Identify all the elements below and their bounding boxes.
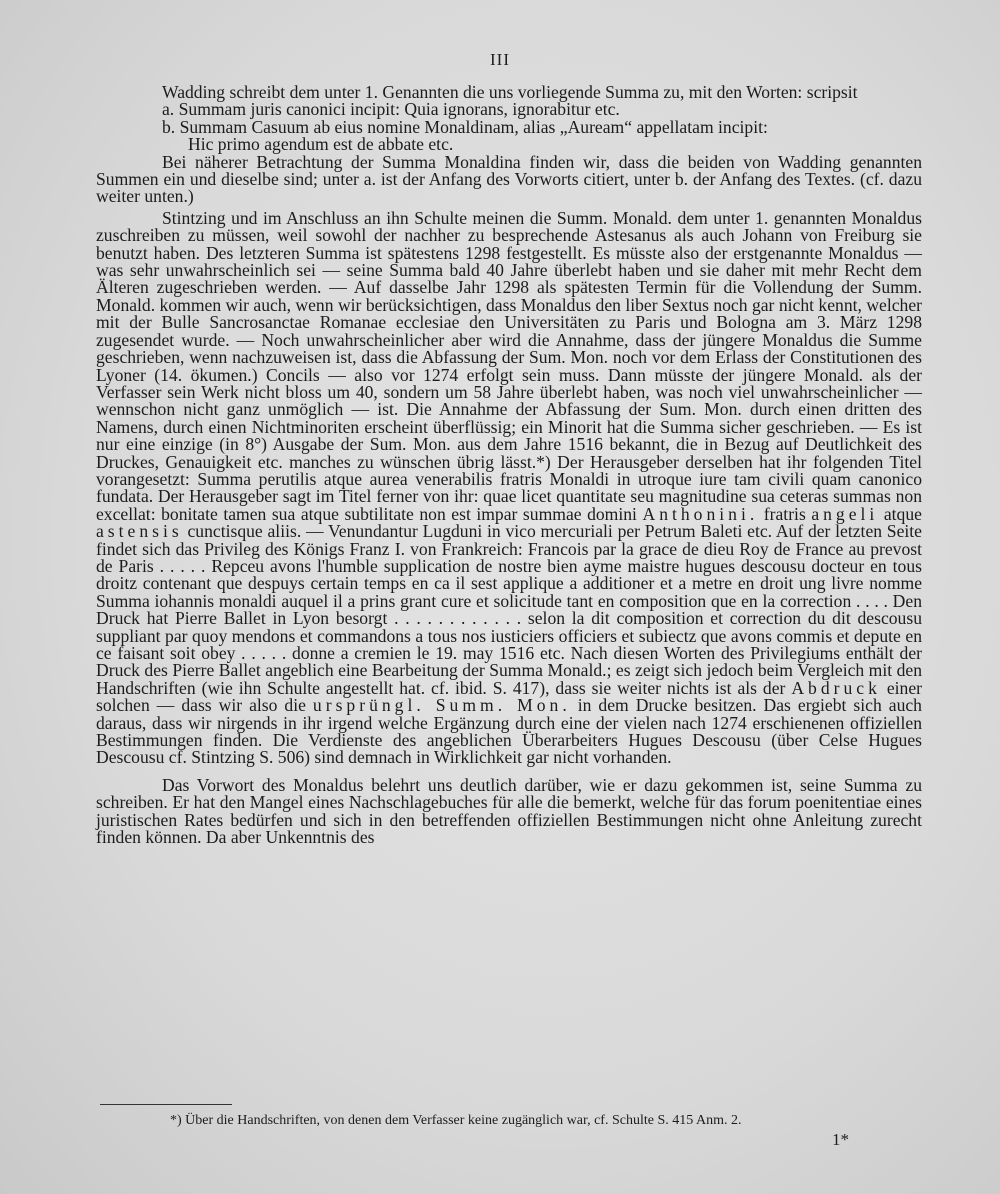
paragraph-3 [96, 207, 923, 768]
spaced-name-astensis: astensis [96, 521, 183, 542]
paragraph-3-part-c: atque [883, 503, 922, 524]
paragraph-2: Bei näherer Betrachtung der Summa Monaldina finden wir, dass die beiden von Wadding genannten Summen ein und dieselbe sind; unter a. ist der Anfang des Vorworts citiert, unter b. der Anfang des Textes. (cf. dazu weiter unten.) [96, 151, 922, 207]
spaced-name-angeli: angeli [811, 503, 879, 524]
spaced-word-abdruck: Abdruck [791, 677, 881, 698]
footnote-divider [100, 1104, 232, 1105]
paragraph-1: Wadding schreibt dem unter 1. Genannten die uns vorliegende Summa zu, mit den Worten: scripsit [162, 82, 858, 102]
paragraph-3-part-b: fratris [763, 503, 806, 524]
paragraph-3-part-a: Stintzing und im Anschluss an ihn Schulte meinen die Summ. Monald. dem unter 1. genannten Monaldus zuschreiben zu müssen, weil sowohl der nachher zu besprechende Astesanus als auch Johann von Freiburg sie benutzt haben. Des letzteren Summa ist spätestens 1298 festgestellt. Es müsste also der erstgenannte Monaldus — was sehr unwahrscheinlich sei — seine Summa bald 40 Jahre überlebt haben und sie daher mit mehr Recht dem Älteren zugeschrieben werden. — Auf dasselbe Jahr 1298 als spätesten Termin für die Vollendung der Summ. Monald. kommen wir auch, wenn wir berücksichtigen, dass Monaldus den liber Sextus noch gar nicht kennt, welcher mit der Bulle Sancrosanctae Romanae ecclesiae den Universitäten zu Paris und Bologna am 3. März 1298 zugesendet wurde. — Noch unwahrscheinlicher aber wird die Annahme, dass der jüngere Monaldus die Summe geschrieben, wenn nachzuweisen ist, dass die Abfassung der Sum. Mon. noch vor dem Erlass der Constitutionen des Lyoner (14. ökumen.) Concils — also vor 1274 erfolgt sein muss. Dann müsste der jüngere Monald. als der Verfasser sein Werk nicht bloss um 40, sondern um 58 Jahre überlebt haben, was noch viel unwahrscheinlicher — wennschon nicht ganz unmöglich — ist. Die Annahme der Abfassung der Sum. Mon. durch einen dritten des Namens, durch einen Nichtminoriten erscheint überflüssig; ein Minorit hat die Summa sicher geschrieben. — Es ist nur eine einzige (in 8°) Ausgabe der Sum. Mon. aus dem Jahre 1516 bekannt, die in Bezug auf Deutlichkeit des Druckes, Genauigkeit etc. manches zu wünschen übrig lässt.*) Der Herausgeber derselben hat ihr folgenden Titel vorangesetzt: Summa perutilis atque aurea venerabilis fratris Monaldi in utroque iure tam civili quam canonico fundata. Der Herausgeber sagt im Titel ferner von ihr: quae licet quantitate seu magnitudine sua ceteras summas non excellat: bonitate tamen sua atque subtilitate non est impar summae domini [96, 207, 922, 524]
footnote: *) Über die Handschriften, von denen dem Verfasser keine zugänglich war, cf. Schulte S. 415 Anm. 2. [170, 1113, 742, 1128]
paragraph-3-part-e: einer solchen — dass wir also die [96, 677, 923, 716]
spaced-phrase-urspr-summ-mon: ursprüngl. Summ. Mon. [312, 695, 571, 716]
paragraph-4: Das Vorwort des Monaldus belehrt uns deutlich darüber, wie er dazu gekommen ist, seine Summa zu schreiben. Er hat den Mangel eines Nachschlagebuches für alle die bemerkt, welche für das forum poenitentiae eines juristischen Rates bedürfen und sich in den betreffenden offiziellen Bestimmungen nicht ohne Anleitung zurecht finden können. Da aber Unkenntnis des [96, 774, 922, 848]
body-text [96, 84, 922, 846]
list-item-b-continuation: Hic primo agendum est de abbate etc. [188, 134, 454, 155]
paragraph-3-part-d: cunctisque aliis. — Venundantur Lugduni in vico mercuriali per Petrum Baleti etc. Auf der letzten Seite findet sich das Privileg des Königs Franz I. von Frankreich: Francois par la grace de dieu Roy de France au prevost de Paris . . . . . Repceu avons l'humble supplication de nostre bien ayme maistre hugues descousu docteur en tous droitz contenant que despuys certain temps en ca il sest applique a additioner et a metre en droit ung livre nomme Summa iohannis monaldi auquel il a prins grant cure et solicitude tant en composition que en la correction . . . . Den Druck hat Pierre Ballet in Lyon besorgt . . . . . . . . . . . . selon la dit composition et correction du dit descousu suppliant par quoy mendons et commandons a tous nos iusticiers officiers et subiectz que avons commis et depute en ce faisant soit obey . . . . . donne a cremien le 19. may 1516 etc. Nach diesen Worten des Privilegiums enthält der Druck des Pierre Ballet angeblich eine Bearbeitung der Summa Monald.; es zeigt sich jedoch beim Vergleich mit den Handschriften (wie ihn Schulte angestellt hat. cf. ibid. S. 417), dass sie weiter nichts ist als der [96, 521, 922, 698]
signature-mark: 1* [832, 1130, 849, 1149]
page-number: III [490, 50, 510, 69]
list-item-a: a. Summam juris canonici incipit: Quia ignorans, ignorabitur etc. [162, 99, 620, 120]
paragraph-3-part-f: in dem Drucke besitzen. Das ergiebt sich auch daraus, dass wir nirgends in ihr irgend welche Ergänzung durch eine der vielen nach 1274 erschienenen offiziellen Bestimmungen finden. Die Verdienste des angeblichen Überarbeiters Hugues Descousu (über Celse Hugues Descousu cf. Stintzing S. 506) sind demnach in Wirklichkeit gar nicht vorhanden. [96, 695, 922, 768]
spaced-name-anthonini: Anthonini. [642, 503, 759, 524]
list-item-b: b. Summam Casuum ab eius nomine Monaldinam, alias „Auream“ appellatam incipit: [162, 116, 768, 137]
